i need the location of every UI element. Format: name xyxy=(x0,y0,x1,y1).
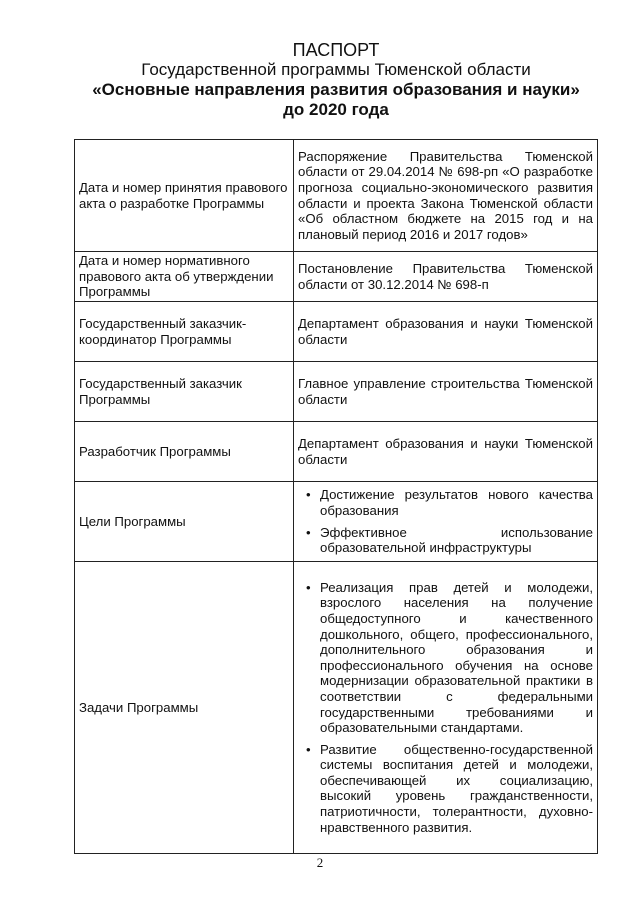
bullet-icon: • xyxy=(306,579,311,595)
table-row xyxy=(75,252,598,302)
bullet-icon: • xyxy=(306,487,311,503)
table-row xyxy=(75,482,598,562)
program-name: «Основные направления развития образования и науки» xyxy=(92,80,580,99)
row-label: Разработчик Программы xyxy=(75,422,294,482)
table-row xyxy=(75,562,598,854)
list-item xyxy=(298,580,593,736)
list-item-text: Достижение результатов нового качества образования xyxy=(320,487,593,518)
row-label: Дата и номер принятия правового акта о разработке Программы xyxy=(75,140,294,252)
tasks-list xyxy=(298,580,593,836)
row-value: Департамент образования и науки Тюменской области xyxy=(294,422,598,482)
row-value xyxy=(294,482,598,562)
list-item-text: Эффективное использование образовательной инфраструктуры xyxy=(320,524,593,556)
list-item xyxy=(298,742,593,836)
list-item xyxy=(298,525,593,556)
document-header xyxy=(60,40,612,120)
list-item xyxy=(298,487,593,518)
row-value: Главное управление строительства Тюменской области xyxy=(294,362,598,422)
passport-table xyxy=(74,139,598,854)
row-value xyxy=(294,562,598,854)
list-item-text: Развитие общественно-государственной системы воспитания детей и молодежи, обеспечивающей их социализацию, высокий уровень гражданственности, патриотичности, толерантности, духовно-нравственного развития. xyxy=(320,741,593,835)
row-label: Государственный заказчик Программы xyxy=(75,362,294,422)
row-label: Задачи Программы xyxy=(75,562,294,854)
bullet-icon: • xyxy=(306,524,311,540)
row-value: Распоряжение Правительства Тюменской области от 29.04.2014 № 698-рп «О разработке прогноза социально-экономического развития области и проекта Закона Тюменской области «Об областном бюджете на 2015 год и на плановый период 2016 и 2017 годов» xyxy=(294,140,598,252)
table-row xyxy=(75,302,598,362)
list-item-text: Реализация прав детей и молодежи, взрослого населения на получение общедоступного и качественного дошкольного, общего, профессионального, дополнительного образования и профессионального обучения на основе модернизации образовательной практики в соответствии с федеральными государственными требованиями и образовательными стандартами. xyxy=(320,579,593,736)
row-value: Постановление Правительства Тюменской области от 30.12.2014 № 698-п xyxy=(294,252,598,302)
table-row xyxy=(75,140,598,252)
row-label: Цели Программы xyxy=(75,482,294,562)
table-row xyxy=(75,422,598,482)
goals-list xyxy=(298,487,593,555)
row-label: Дата и номер нормативного правового акта об утверждении Программы xyxy=(75,252,294,302)
page-number: 2 xyxy=(316,855,324,870)
row-value: Департамент образования и науки Тюменской области xyxy=(294,302,598,362)
document-title: ПАСПОРТ xyxy=(292,40,380,60)
row-label: Государственный заказчик-координатор Программы xyxy=(75,302,294,362)
table-row xyxy=(75,362,598,422)
document-subtitle: Государственной программы Тюменской области xyxy=(141,60,531,79)
program-period: до 2020 года xyxy=(283,100,389,119)
bullet-icon: • xyxy=(306,741,311,757)
